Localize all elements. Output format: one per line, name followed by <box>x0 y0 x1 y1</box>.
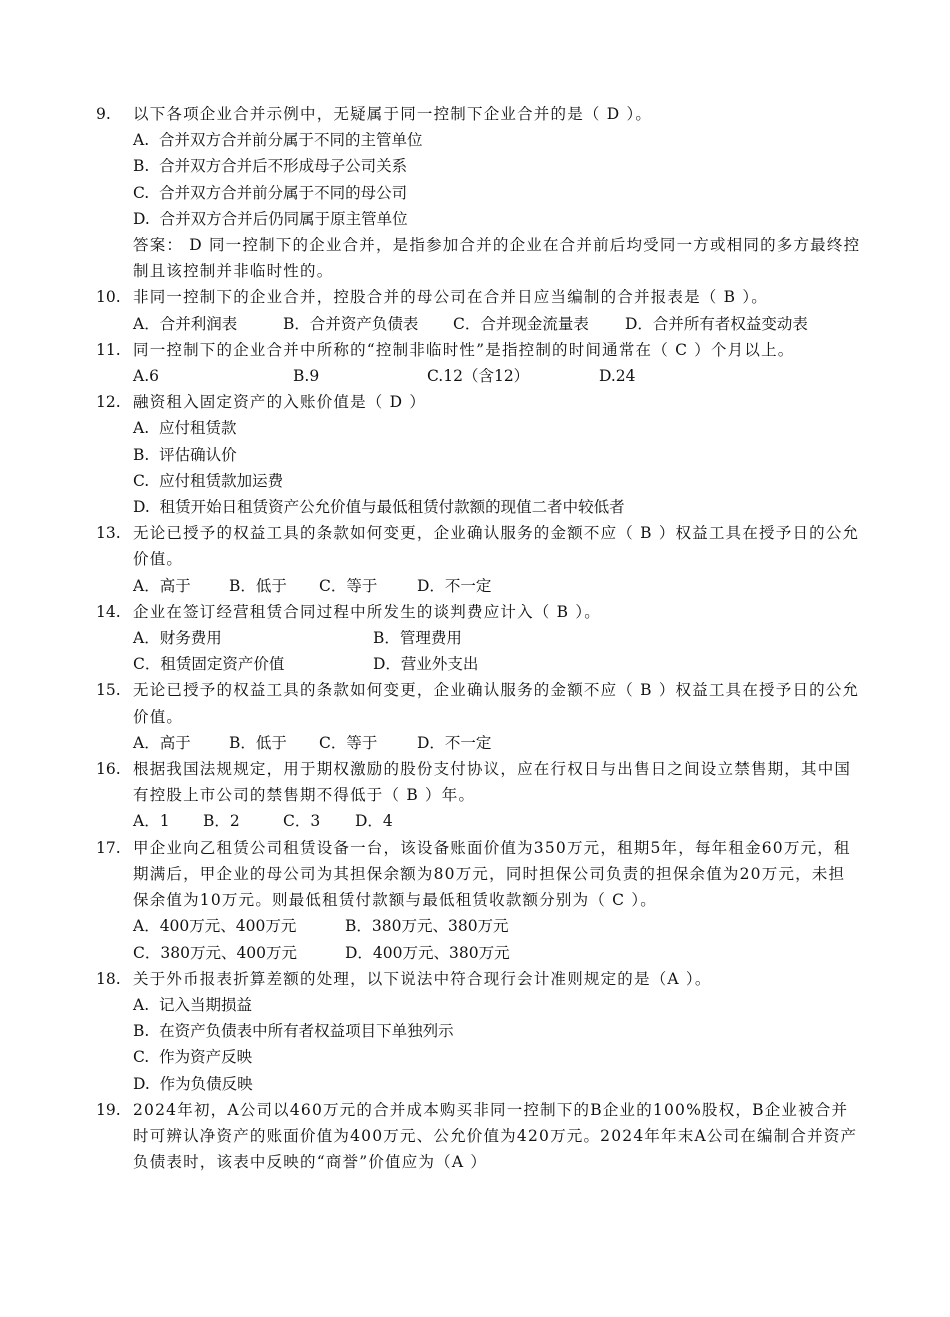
option-item: A．高于 <box>133 733 191 752</box>
option-item: C.12（含12） <box>427 367 530 386</box>
question-text: 甲企业向乙租赁公司租赁设备一台，该设备账面价值为350万元，租期5年，每年租金60万元，租期满后，甲企业的母公司为其担保余额为80万元，同时担保公司负责的担保余值为20万元，未担保余值为10万元。则最低租赁付款额与最低租赁收款额分别为（ C ）。 <box>133 838 851 910</box>
option-item: A．400万元、400万元 <box>133 917 297 936</box>
question-item <box>96 520 861 599</box>
option-item: C. 合并双方合并前分属于不同的母公司 <box>133 183 408 202</box>
option-item: D．400万元、380万元 <box>345 943 510 962</box>
question-item <box>96 677 861 756</box>
option-item: D. 租赁开始日租赁资产公允价值与最低租赁付款额的现值二者中较低者 <box>133 498 625 517</box>
option-item: C．380万元、400万元 <box>133 943 298 962</box>
document-body <box>96 101 861 1175</box>
option-item: B．管理费用 <box>373 629 462 648</box>
option-list <box>133 808 861 834</box>
question-number: 18. <box>96 969 121 988</box>
option-list <box>133 127 861 232</box>
option-item: B.9 <box>293 367 320 386</box>
question-text: 融资租入固定资产的入账价值是（ D ） <box>133 393 427 412</box>
question-text: 无论已授予的权益工具的条款如何变更，企业确认服务的金额不应（ B ）权益工具在授予日的公允价值。 <box>133 681 860 726</box>
question-text: 企业在签订经营租赁合同过程中所发生的谈判费应计入（ B ）。 <box>133 602 601 621</box>
question-number: 13. <box>96 524 121 543</box>
option-row <box>133 940 861 966</box>
option-list <box>133 913 861 965</box>
question-number: 11. <box>96 340 121 359</box>
option-item: B．低于 <box>229 576 287 595</box>
option-item: A. 合并双方合并前分属于不同的主管单位 <box>133 131 423 150</box>
option-list <box>133 573 861 599</box>
option-item: C. 应付租赁款加运费 <box>133 471 284 490</box>
question-text: 关于外币报表折算差额的处理，以下说法中符合现行会计准则规定的是（A ）。 <box>133 969 712 988</box>
option-item: C．3 <box>283 812 321 831</box>
option-item: D. 作为负债反映 <box>133 1074 253 1093</box>
option-item: C．合并现金流量表 <box>453 314 589 333</box>
option-item: B. 在资产负债表中所有者权益项目下单独列示 <box>133 1022 454 1041</box>
question-number: 19. <box>96 1100 121 1119</box>
option-row <box>133 625 861 651</box>
option-item: C. 作为资产反映 <box>133 1048 253 1067</box>
question-item <box>96 966 861 1097</box>
question-number: 9. <box>96 105 111 123</box>
option-row <box>133 730 861 756</box>
option-row <box>133 311 861 337</box>
option-item: A.6 <box>133 367 159 386</box>
option-row <box>133 808 861 834</box>
option-item: D．4 <box>355 812 393 831</box>
option-row <box>133 206 861 232</box>
option-item: B. 评估确认价 <box>133 445 237 464</box>
question-item <box>96 835 861 966</box>
option-row <box>133 573 861 599</box>
option-item: D．不一定 <box>417 576 492 595</box>
option-row <box>133 180 861 206</box>
question-text: 同一控制下的企业合并中所称的“控制非临时性”是指控制的时间通常在（ C ）个月以上。 <box>133 340 795 359</box>
option-item: B．380万元、380万元 <box>345 917 509 936</box>
option-row <box>133 468 861 494</box>
option-list <box>133 363 861 389</box>
question-text: 无论已授予的权益工具的条款如何变更，企业确认服务的金额不应（ B ）权益工具在授予日的公允价值。 <box>133 524 860 569</box>
answer-explanation: 答案： D 同一控制下的企业合并，是指参加合并的企业在合并前后均受同一方或相同的多方最终控制且该控制并非临时性的。 <box>133 236 861 281</box>
question-item <box>96 599 861 678</box>
option-item: D.24 <box>599 367 636 386</box>
option-row <box>133 1044 861 1070</box>
option-item: B．2 <box>203 812 240 831</box>
option-item: C．租赁固定资产价值 <box>133 655 285 674</box>
question-number: 17. <box>96 838 121 857</box>
option-item: D．合并所有者权益变动表 <box>625 314 808 333</box>
option-item: A．财务费用 <box>133 629 222 648</box>
question-number: 15. <box>96 681 121 700</box>
option-list <box>133 730 861 756</box>
question-item <box>96 101 861 284</box>
option-item: A. 应付租赁款 <box>133 419 237 438</box>
option-item: D．营业外支出 <box>373 655 479 674</box>
option-row <box>133 913 861 939</box>
option-item: B. 合并双方合并后不形成母子公司关系 <box>133 157 408 176</box>
question-item <box>96 1097 861 1176</box>
option-item: A．高于 <box>133 576 191 595</box>
option-item: A. 记入当期损益 <box>133 995 252 1014</box>
option-item: D. 合并双方合并后仍同属于原主管单位 <box>133 209 408 228</box>
question-number: 10. <box>96 288 121 307</box>
option-item: A．合并利润表 <box>133 314 238 333</box>
option-row <box>133 127 861 153</box>
question-text: 根据我国法规规定，用于期权激励的股份支付协议，应在行权日与出售日之间设立禁售期，其中国有控股上市公司的禁售期不得低于（ B ）年。 <box>133 760 852 805</box>
option-row <box>133 494 861 520</box>
question-item <box>96 756 861 835</box>
question-item <box>96 337 861 389</box>
question-item <box>96 284 861 336</box>
option-item: C．等于 <box>319 576 378 595</box>
option-item: D．不一定 <box>417 733 492 752</box>
option-item: B．合并资产负债表 <box>283 314 419 333</box>
question-number: 12. <box>96 393 121 412</box>
option-row <box>133 153 861 179</box>
option-row <box>133 992 861 1018</box>
option-list <box>133 311 861 337</box>
option-item: B．低于 <box>229 733 287 752</box>
option-row <box>133 651 861 677</box>
question-text: 2024年初，A公司以460万元的合并成本购买非同一控制下的B企业的100%股权，B企业被合并时可辨认净资产的账面价值为400万元、公允价值为420万元。2024年年末A公司在编制合并资产负债表时，该表中反映的“商誉”价值应为（A ） <box>133 1100 858 1172</box>
option-row <box>133 1018 861 1044</box>
question-text: 以下各项企业合并示例中，无疑属于同一控制下企业合并的是（ D ）。 <box>133 105 653 123</box>
option-list <box>133 625 861 677</box>
option-list <box>133 415 861 520</box>
option-item: C．等于 <box>319 733 378 752</box>
option-row <box>133 415 861 441</box>
option-item: A．1 <box>133 812 170 831</box>
option-row <box>133 363 861 389</box>
question-item <box>96 389 861 520</box>
option-list <box>133 992 861 1097</box>
question-number: 16. <box>96 760 121 779</box>
option-row <box>133 442 861 468</box>
option-row <box>133 1071 861 1097</box>
question-text: 非同一控制下的企业合并，控股合并的母公司在合并日应当编制的合并报表是（ B ）。 <box>133 288 768 307</box>
question-number: 14. <box>96 602 121 621</box>
